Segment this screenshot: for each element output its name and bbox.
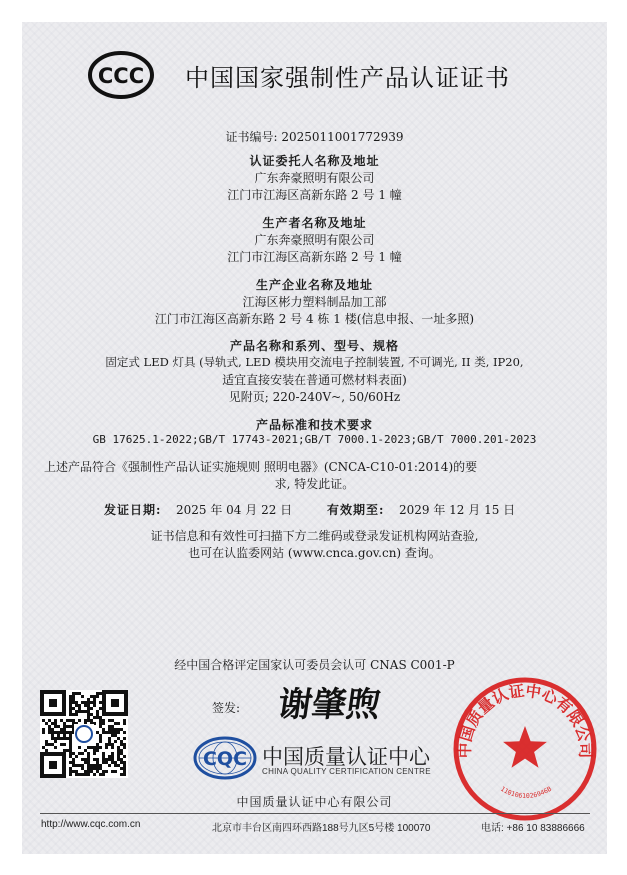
issue-date: 2025 年 04 月 22 日 xyxy=(176,503,293,517)
applicant-address: 江门市江海区高新东路 2 号 1 幢 xyxy=(227,188,402,202)
expiry-date: 2029 年 12 月 15 日 xyxy=(399,503,516,517)
footer-website-link[interactable]: http://www.cqc.com.cn xyxy=(41,819,141,830)
seal-number: 1101061026946B xyxy=(498,784,554,801)
qr-code-icon[interactable] xyxy=(40,690,128,778)
manufacturer-heading: 生产者名称及地址 xyxy=(262,216,367,230)
product-line-3: 见附页; 220-240V~, 50/60Hz xyxy=(228,390,401,404)
manufacturer-name: 广东奔豪照明有限公司 xyxy=(254,233,375,247)
ccc-logo-text: CCC xyxy=(97,64,145,88)
issue-date-label: 发证日期: xyxy=(104,503,162,517)
standards-text: GB 17625.1-2022;GB/T 17743-2021;GB/T 7000.1-2023;GB/T 7000.201-2023 xyxy=(92,433,537,446)
ccc-logo xyxy=(88,50,154,100)
factory-name: 江海区彬力塑料制品加工部 xyxy=(242,295,387,309)
page-title: 中国国家强制性产品认证证书 xyxy=(185,64,510,92)
verification-line-2: 也可在认监委网站 (www.cnca.gov.cn) 查询。 xyxy=(188,546,441,560)
footer-phone: 电话: +86 10 83886666 xyxy=(481,823,585,834)
footer-divider xyxy=(40,813,590,814)
footer-address: 北京市丰台区南四环西路188号九区5号楼 100070 xyxy=(212,823,431,834)
conformity-line-2: 求, 特发此证。 xyxy=(274,477,355,491)
factory-heading: 生产企业名称及地址 xyxy=(255,278,373,292)
product-line-1: 固定式 LED 灯具 (导轨式, LED 模块用交流电子控制装置, 不可调光, II 类, IP20, xyxy=(105,355,524,369)
applicant-name: 广东奔豪照明有限公司 xyxy=(254,171,375,185)
product-line-2: 适宜直接安装在普通可燃材料表面) xyxy=(222,373,407,387)
applicant-heading: 认证委托人名称及地址 xyxy=(249,154,380,168)
conformity-line-1: 上述产品符合《强制性产品认证实施规则 照明电器》(CNCA-C10-01:2014)的要 xyxy=(44,460,478,474)
signature-label: 签发: xyxy=(212,701,241,715)
accreditation-text: 经中国合格评定国家认可委员会认可 CNAS C001-P xyxy=(174,658,455,672)
svg-text:1101061026946B xyxy=(499,785,553,800)
cqc-logo-text: CQC xyxy=(202,748,248,770)
expiry-date-label: 有效期至: xyxy=(327,503,385,517)
official-seal xyxy=(450,674,600,824)
issuer-name-cn: 中国质量认证中心 xyxy=(262,745,430,769)
signature-image xyxy=(268,678,398,728)
issuer-company: 中国质量认证中心有限公司 xyxy=(236,795,393,809)
product-heading: 产品名称和系列、型号、规格 xyxy=(229,339,399,353)
certificate-number: 证书编号: 2025011001772939 xyxy=(225,130,404,144)
standards-heading: 产品标准和技术要求 xyxy=(255,418,373,432)
verification-line-1: 证书信息和有效性可扫描下方二维码或登录发证机构网站查验, xyxy=(150,529,479,543)
factory-address: 江门市江海区高新东路 2 号 4 栋 1 楼(信息申报、一址多照) xyxy=(154,312,475,326)
cqc-logo xyxy=(192,735,258,781)
signature-text: 谢肇煦 xyxy=(275,685,383,725)
issuer-name-en: CHINA QUALITY CERTIFICATION CENTRE xyxy=(262,767,431,776)
seal-text: 中国质量认证中心有限公司 xyxy=(455,681,595,759)
manufacturer-address: 江门市江海区高新东路 2 号 1 幢 xyxy=(227,250,402,264)
